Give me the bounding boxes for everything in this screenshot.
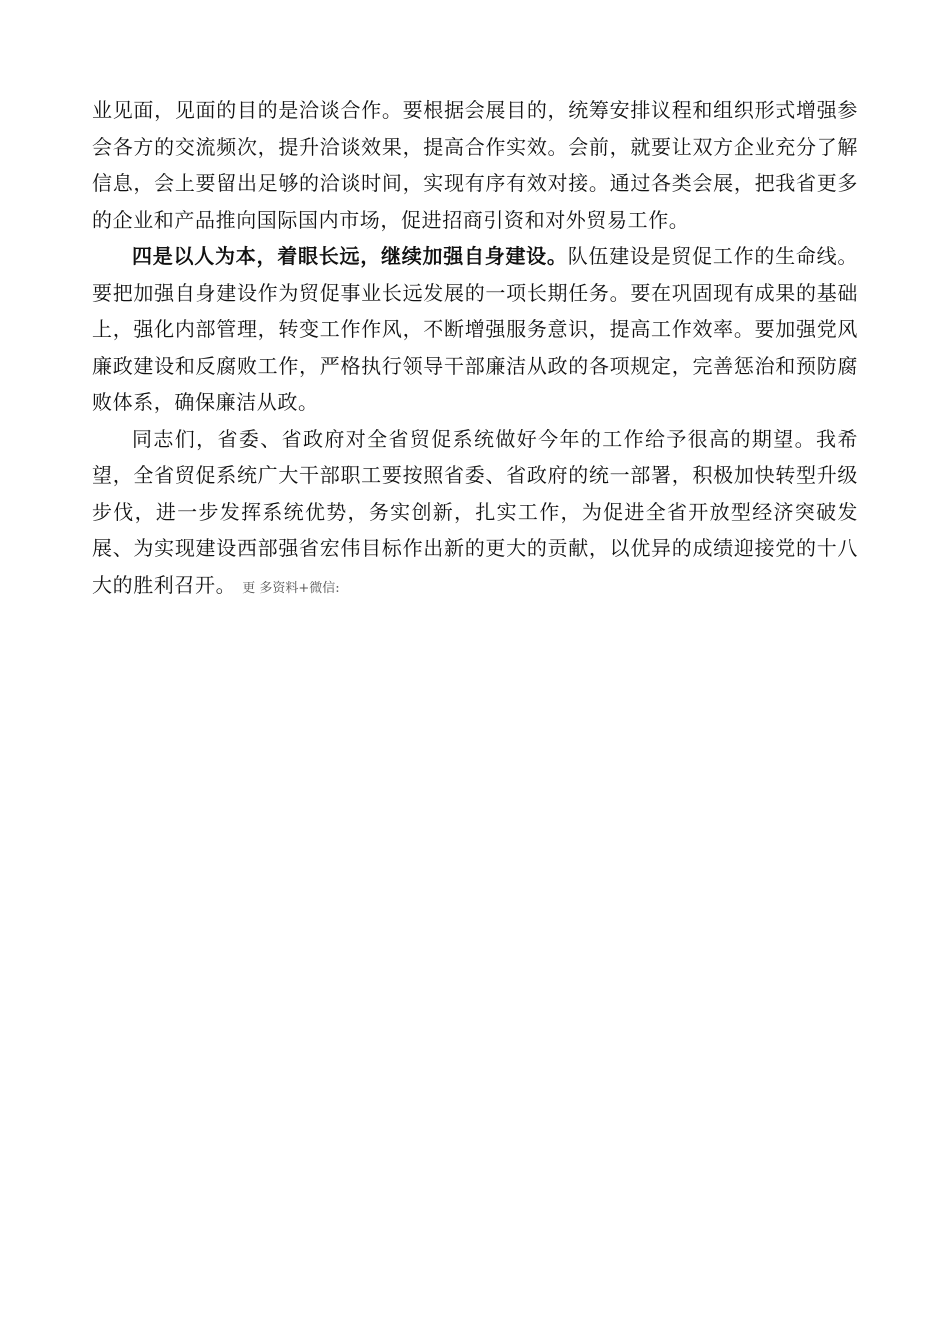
paragraph-2	[92, 238, 858, 421]
paragraph-1	[92, 92, 858, 238]
paragraph-2-heading: 四是以人为本，着眼长远，继续加强自身建设。	[132, 244, 568, 268]
paragraph-3-text: 同志们，省委、省政府对全省贸促系统做好今年的工作给予很高的期望。我希望，全省贸促系统广大干部职工要按照省委、省政府的统一部署，积极加快转型升级步伐，进一步发挥系统优势，务实创新，扎实工作，为促进全省开放型经济突破发展、为实现建设西部强省宏伟目标作出新的更大的贡献，以优异的成绩迎接党的十八大的胜利召开。	[92, 426, 858, 597]
paragraph-2-text: 队伍建设是贸促工作的生命线。要把加强自身建设作为贸促事业长远发展的一项长期任务。要在巩固现有成果的基础上，强化内部管理，转变工作作风，不断增强服务意识，提高工作效率。要加强党风廉政建设和反腐败工作，严格执行领导干部廉洁从政的各项规定，完善惩治和预防腐败体系，确保廉洁从政。	[92, 244, 858, 414]
document-body	[92, 92, 858, 607]
contact-note: 更 多资料+微信:	[242, 580, 340, 596]
paragraph-1-text: 业见面，见面的目的是洽谈合作。要根据会展目的，统筹安排议程和组织形式增强参会各方的交流频次，提升洽谈效果，提高合作实效。会前，就要让双方企业充分了解信息，会上要留出足够的洽谈时间，实现有序有效对接。通过各类会展，把我省更多的企业和产品推向国际国内市场，促进招商引资和对外贸易工作。	[92, 98, 858, 232]
paragraph-3	[92, 421, 858, 608]
